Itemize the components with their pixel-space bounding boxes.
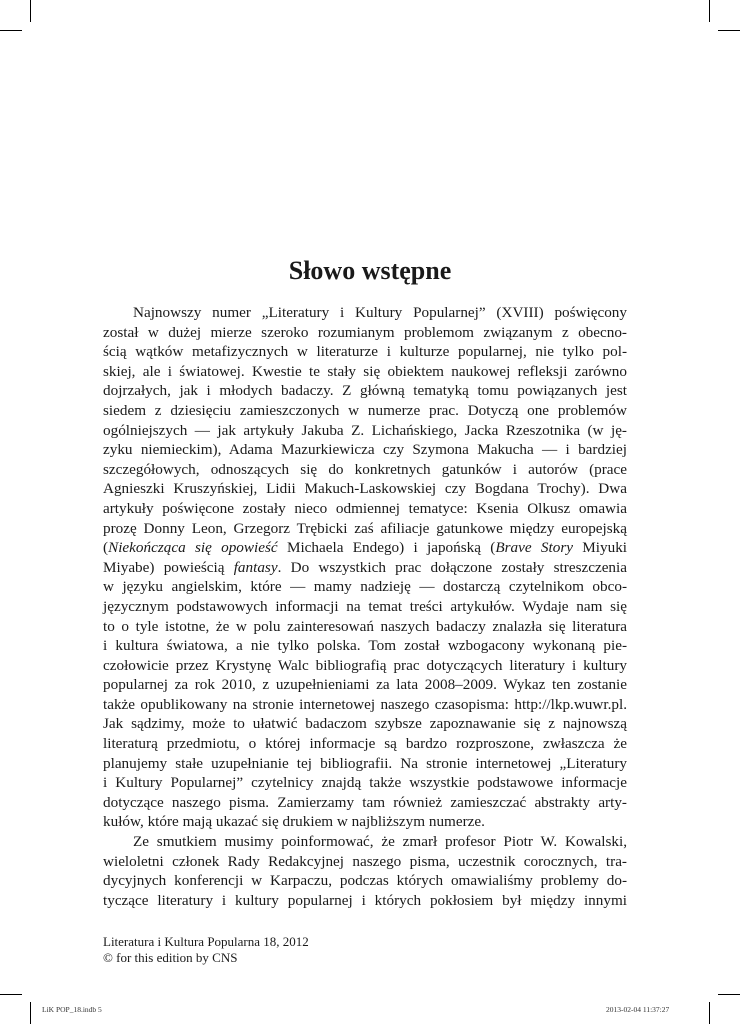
text-line: zyku niemieckim), Adama Mazurkiewicza czy Szymona Makucha — i bardziej <box>103 441 627 459</box>
text-segment: Miyuki <box>572 539 628 557</box>
text-line: siedem z dziesięciu zamieszczonych w numerze prac. Dotyczą one problemów <box>103 401 627 419</box>
italic-title: fantasy <box>233 558 278 576</box>
crop-mark <box>709 1002 710 1024</box>
text-segment: ( <box>103 539 109 557</box>
page-footer <box>103 934 309 966</box>
text-line: dojrzałych, jak i młodych badaczy. Z główną tematyką tomu powiązanych jest <box>103 382 627 400</box>
text-line: artykuły poświęcone zostały nieco odmiennej tematyce: Ksenia Olkusz omawia <box>103 499 627 517</box>
text-line: czołowicie przez Krystynę Walc bibliografią prac dotyczących literatury i kultury <box>103 656 627 674</box>
text-line: ogólniejszych — jak artykuły Jakuba Z. Lichańskiego, Jacka Rzeszotnika (w ję- <box>103 421 627 439</box>
text-line: popularnej za rok 2010, z uzupełnieniami za lata 2008–2009. Wykaz ten zostanie <box>103 676 627 694</box>
text-line: języcznym podstawowych informacji na temat treści artykułów. Wydaje nam się <box>103 597 627 615</box>
print-slug-timestamp: 2013-02-04 11:37:27 <box>606 1005 670 1014</box>
crop-mark <box>0 994 22 995</box>
crop-mark <box>0 30 22 31</box>
text-line: w języku angielskim, które — mamy nadzieję — dostarczą czytelnikom obco- <box>103 578 627 596</box>
footer-copyright: © for this edition by CNS <box>103 950 238 965</box>
text-line: prozę Donny Leon, Grzegorz Trębicki zaś afiliacje gatunkowe między europejską <box>103 519 627 537</box>
text-line: literaturą przedmiotu, o której informacje są bardzo rozproszone, zwłaszcza że <box>103 735 627 753</box>
text-line: i Kultury Popularnej” czytelnicy znajdą także wszystkie podstawowe informacje <box>103 774 627 792</box>
crop-mark <box>709 0 710 22</box>
text-line: tyczące literatury i kultury popularnej i których pokłosiem był między innymi <box>103 891 627 909</box>
text-line: kułów, które mają ukazać się drukiem w najbliższym numerze. <box>103 813 485 831</box>
text-line: Agnieszki Kruszyńskiej, Lidii Makuch-Laskowskiej czy Bogdana Trochy). Dwa <box>103 480 627 498</box>
body-text <box>103 303 627 910</box>
italic-title: Brave Story <box>495 539 573 557</box>
crop-mark <box>30 1002 31 1024</box>
text-line: Najnowszy numer „Literatury i Kultury Popularnej” (XVIII) poświęcony <box>133 304 627 321</box>
text-line: ścią wątków metafizycznych w literaturze i kulturze popularnej, nie tylko pol- <box>103 343 627 361</box>
page-title: Słowo wstępne <box>288 256 452 285</box>
italic-title: Niekończąca się opowieść <box>108 539 278 557</box>
text-line: i kultura światowa, a nie tylko polska. Tom został wzbogacony wykonaną pie- <box>103 637 627 655</box>
text-line <box>103 558 627 578</box>
footer-journal: Literatura i Kultura Popularna 18, 2012 <box>103 934 309 949</box>
text-line: dycyjnych konferencji w Karpaczu, podczas których omawialiśmy problemy do- <box>103 872 627 890</box>
text-line: wieloletni członek Rady Redakcyjnej naszego pisma, uczestnik corocznych, tra- <box>103 852 627 870</box>
text-line: Ze smutkiem musimy poinformować, że zmarł profesor Piotr W. Kowalski, <box>133 833 627 851</box>
print-slug-file: LiK POP_18.indb 5 <box>42 1005 102 1014</box>
text-line: to o tyle istotne, że w polu zainteresowań naszych badaczy znalazła się literatura <box>103 617 627 635</box>
text-line: także opublikowany na stronie internetowej naszego czasopisma: http://lkp.wuwr.pl. <box>103 695 627 713</box>
crop-mark <box>30 0 31 22</box>
text-line <box>103 538 627 558</box>
text-line: Jak sądzimy, może to ułatwić badaczom szybsze zapoznawanie się z najnowszą <box>103 715 627 733</box>
text-line: szczegółowych, odnoszących się do konkretnych gatunków i autorów (prace <box>103 460 627 478</box>
text-segment: . Do wszystkich prac dołączone zostały streszczenia <box>277 558 627 576</box>
crop-mark <box>718 994 740 995</box>
crop-mark <box>718 30 740 31</box>
text-line: dotyczące naszego pisma. Zamierzamy tam również zamieszczać abstrakty arty- <box>103 793 627 811</box>
text-line: skiej, ale i światowej. Kwestie te stały się obiektem naukowej refleksji zarówno <box>103 362 627 380</box>
text-line: został w dużej mierze szeroko rozumianym problemom związanym z obecno- <box>103 323 627 341</box>
text-segment: Michaela Endego) i japońską ( <box>277 539 496 557</box>
text-segment: Miyabe) powieścią <box>103 558 234 576</box>
text-line: planujemy stałe uzupełnianie tej bibliografii. Na stronie internetowej „Literatury <box>103 754 627 772</box>
